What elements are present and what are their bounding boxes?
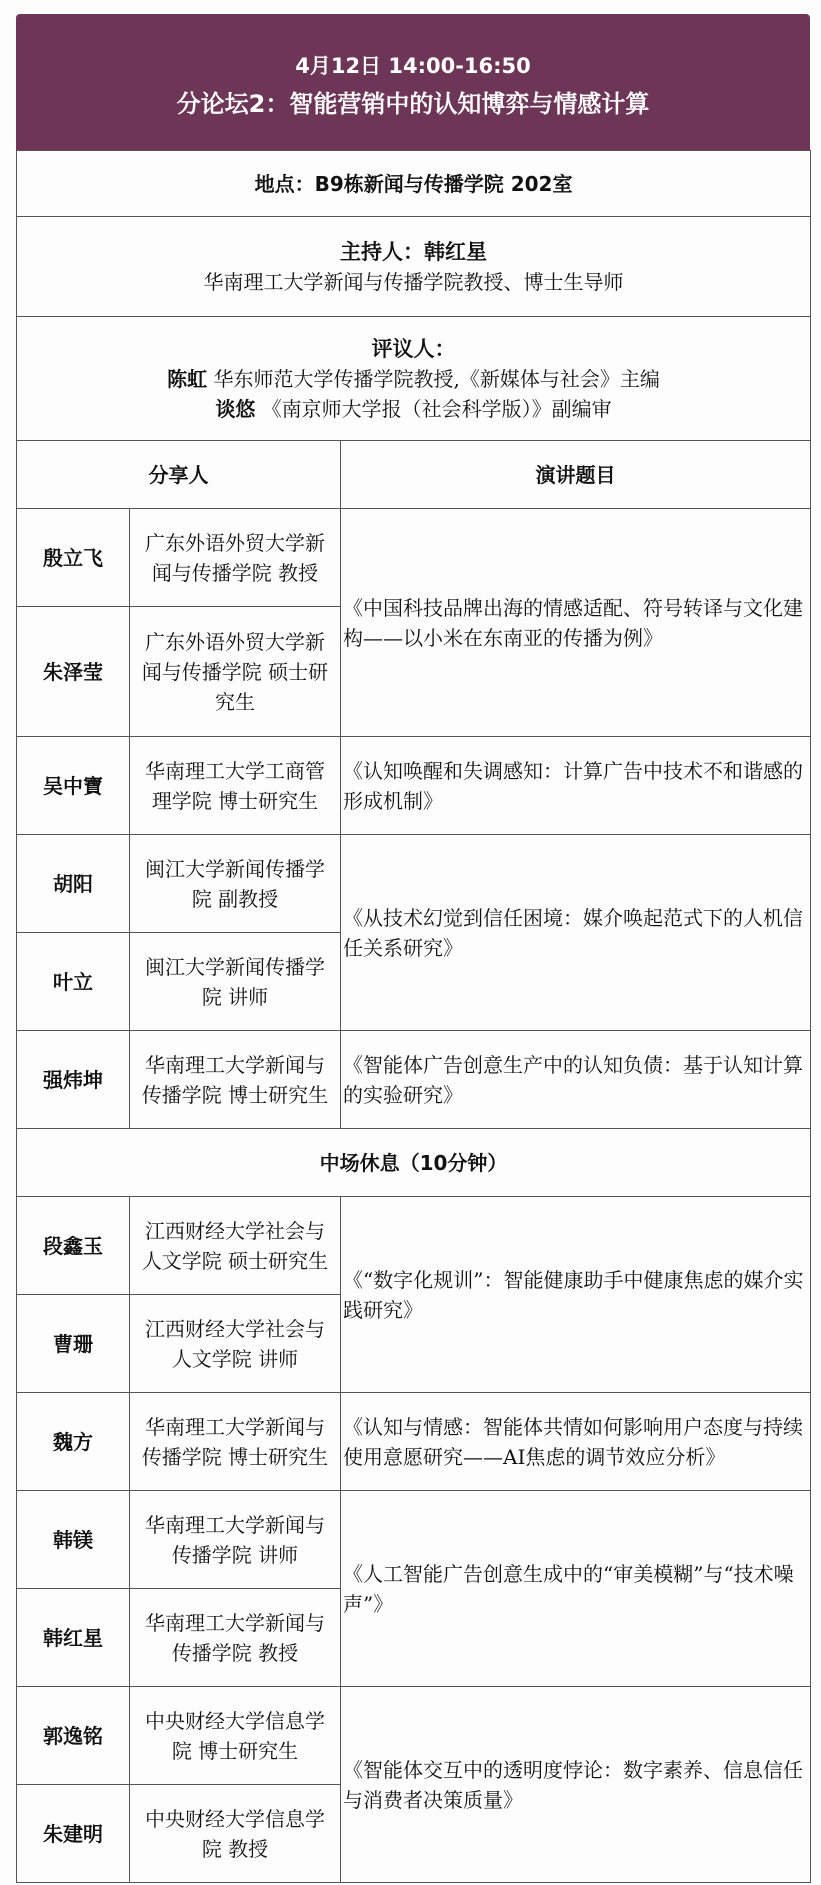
speaker-affiliation: 中央财经大学信息学院 教授 — [130, 1785, 341, 1883]
speaker-affiliation: 中央财经大学信息学院 博士研究生 — [130, 1687, 341, 1785]
speaker-affiliation: 华南理工大学新闻与传播学院 博士研究生 — [130, 1031, 341, 1129]
reviewers-row — [17, 317, 811, 441]
speaker-name: 段鑫玉 — [17, 1197, 130, 1295]
talk-topic: 《中国科技品牌出海的情感适配、符号转译与文化建构——以小米在东南亚的传播为例》 — [341, 509, 811, 737]
speaker-affiliation: 闽江大学新闻传播学院 副教授 — [130, 835, 341, 933]
topic-column-header: 演讲题目 — [341, 441, 811, 509]
session-header — [16, 14, 810, 150]
speaker-name: 郭逸铭 — [17, 1687, 130, 1785]
talk-topic: 《认知唤醒和失调感知：计算广告中技术不和谐感的形成机制》 — [341, 737, 811, 835]
host-label: 主持人：韩红星 — [340, 239, 488, 264]
table-row — [17, 1491, 811, 1589]
talk-topic: 《智能体广告创意生产中的认知负债：基于认知计算的实验研究》 — [341, 1031, 811, 1129]
reviewers-label: 评议人： — [371, 336, 456, 361]
speaker-name: 叶立 — [17, 933, 130, 1031]
table-row — [17, 1197, 811, 1295]
host-affiliation: 华南理工大学新闻与传播学院教授、博士生导师 — [203, 269, 624, 294]
location-row — [17, 151, 811, 217]
table-row — [17, 1687, 811, 1785]
speaker-affiliation: 广东外语外贸大学新闻与传播学院 硕士研究生 — [130, 607, 341, 737]
speaker-name: 韩红星 — [17, 1589, 130, 1687]
speaker-name: 胡阳 — [17, 835, 130, 933]
reviewer-desc: 《南京师大学报（社会科学版）》副编审 — [261, 396, 612, 421]
talk-topic: 《从技术幻觉到信任困境：媒介唤起范式下的人机信任关系研究》 — [341, 835, 811, 1031]
speaker-affiliation: 江西财经大学社会与人文学院 讲师 — [130, 1295, 341, 1393]
table-row — [17, 509, 811, 607]
talk-topic: 《智能体交互中的透明度悖论：数字素养、信息信任与消费者决策质量》 — [341, 1687, 811, 1883]
speaker-affiliation: 闽江大学新闻传播学院 讲师 — [130, 933, 341, 1031]
session-date: 4月12日 14:00-16:50 — [295, 54, 531, 78]
speaker-name: 强炜坤 — [17, 1031, 130, 1129]
table-row — [17, 737, 811, 835]
column-header-row — [17, 441, 811, 509]
speaker-name: 吴中寶 — [17, 737, 130, 835]
speaker-affiliation: 华南理工大学新闻与传播学院 讲师 — [130, 1491, 341, 1589]
schedule-table — [16, 150, 811, 1883]
speaker-affiliation: 江西财经大学社会与人文学院 硕士研究生 — [130, 1197, 341, 1295]
speaker-affiliation: 华南理工大学新闻与传播学院 教授 — [130, 1589, 341, 1687]
table-row — [17, 1031, 811, 1129]
speaker-name: 殷立飞 — [17, 509, 130, 607]
host-row — [17, 217, 811, 317]
reviewer-item — [17, 364, 810, 394]
reviewer-desc: 华东师范大学传播学院教授,《新媒体与社会》主编 — [213, 366, 660, 391]
reviewer-name: 谈悠 — [215, 396, 256, 421]
table-row — [17, 1393, 811, 1491]
talk-topic: 《认知与情感：智能体共情如何影响用户态度与持续使用意愿研究——AI焦虑的调节效应分析》 — [341, 1393, 811, 1491]
speaker-affiliation: 华南理工大学工商管理学院 博士研究生 — [130, 737, 341, 835]
speaker-affiliation: 广东外语外贸大学新闻与传播学院 教授 — [130, 509, 341, 607]
speaker-name: 朱建明 — [17, 1785, 130, 1883]
reviewer-item — [17, 394, 810, 424]
speaker-name: 朱泽莹 — [17, 607, 130, 737]
speaker-name: 曹珊 — [17, 1295, 130, 1393]
break-row — [17, 1129, 811, 1197]
talk-topic: 《人工智能广告创意生成中的“审美模糊”与“技术噪声”》 — [341, 1491, 811, 1687]
break-label: 中场休息（10分钟） — [17, 1129, 811, 1197]
speaker-name: 韩镁 — [17, 1491, 130, 1589]
speaker-affiliation: 华南理工大学新闻与传播学院 博士研究生 — [130, 1393, 341, 1491]
speaker-name: 魏方 — [17, 1393, 130, 1491]
talk-topic: 《“数字化规训”：智能健康助手中健康焦虑的媒介实践研究》 — [341, 1197, 811, 1393]
location: 地点：B9栋新闻与传播学院 202室 — [17, 151, 811, 217]
session-title: 分论坛2：智能营销中的认知博弈与情感计算 — [176, 90, 650, 118]
speaker-column-header: 分享人 — [17, 441, 341, 509]
table-row — [17, 835, 811, 933]
reviewer-name: 陈虹 — [167, 366, 208, 391]
